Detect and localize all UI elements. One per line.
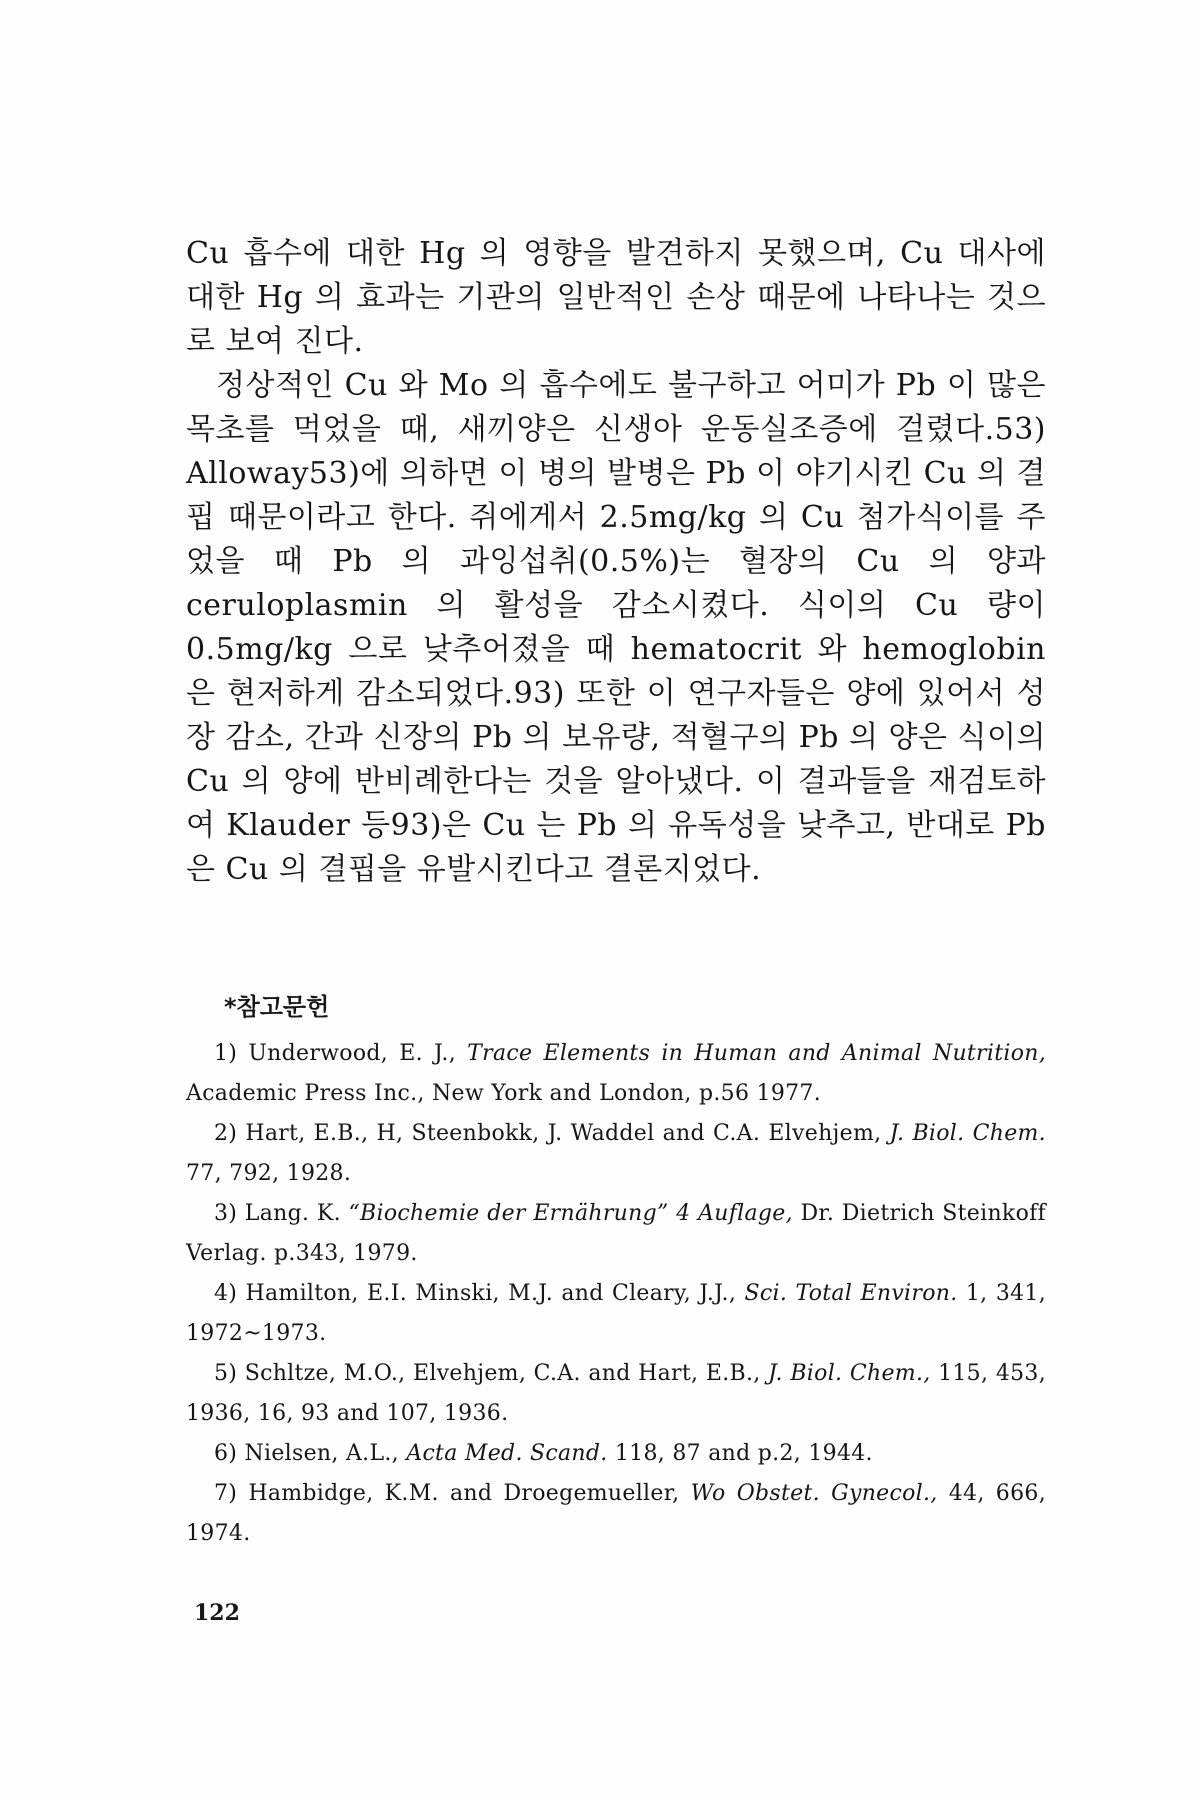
- page-number: 122: [194, 1600, 240, 1626]
- reference-title: Sci. Total Environ.: [744, 1281, 958, 1306]
- reference-authors: 5) Schltze, M.O., Elvehjem, C.A. and Hart, E.B.,: [214, 1361, 769, 1386]
- reference-item: [186, 1114, 1046, 1194]
- reference-authors: 1) Underwood, E. J.,: [214, 1041, 468, 1066]
- reference-authors: 4) Hamilton, E.I. Minski, M.J. and Cleary, J.J.,: [214, 1281, 745, 1306]
- reference-authors: 2) Hart, E.B., H, Steenbokk, J. Waddel and C.A. Elvehjem,: [214, 1121, 890, 1146]
- reference-title: J. Biol. Chem.: [889, 1121, 1046, 1146]
- references-heading: *참고문헌: [224, 993, 330, 1021]
- reference-details: 118, 87 and p.2, 1944.: [607, 1441, 873, 1466]
- references-section: [186, 990, 1046, 1554]
- reference-details: 44, 666, 1974.: [186, 1481, 1046, 1546]
- reference-item: [186, 1434, 1046, 1474]
- reference-item: [186, 1274, 1046, 1354]
- reference-details: 115, 453, 1936, 16, 93 and 107, 1936.: [186, 1361, 1047, 1426]
- reference-title: Acta Med. Scand.: [406, 1441, 608, 1466]
- reference-title: J. Biol. Chem.,: [768, 1361, 931, 1386]
- reference-item: [186, 1034, 1046, 1114]
- reference-title: Trace Elements in Human and Animal Nutrition,: [467, 1041, 1046, 1066]
- reference-item: [186, 1474, 1046, 1554]
- reference-item: [186, 1354, 1046, 1434]
- reference-title: “Biochemie der Ernährung” 4 Auflage,: [348, 1201, 793, 1226]
- body-text: [186, 232, 1046, 892]
- reference-details: 77, 792, 1928.: [186, 1161, 352, 1186]
- reference-authors: 7) Hambidge, K.M. and Droegemueller,: [214, 1481, 691, 1506]
- reference-details: Academic Press Inc., New York and London, p.56 1977.: [186, 1081, 822, 1106]
- reference-details: 1, 341, 1972~1973.: [186, 1281, 1046, 1346]
- reference-details: Dr. Dietrich Steinkoff Verlag. p.343, 1979.: [186, 1201, 1046, 1266]
- reference-authors: 6) Nielsen, A.L.,: [214, 1441, 407, 1466]
- paragraph: 정상적인 Cu 와 Mo 의 흡수에도 불구하고 어미가 Pb 이 많은 목초를 먹었을 때, 새끼양은 신생아 운동실조증에 걸렸다.53) Alloway53)에 의하면 이 병의 발병은 Pb 이 야기시킨 Cu 의 결핍 때문이라고 한다. 쥐에게서 2.5mg/kg 의 Cu 첨가식이를 주었을 때 Pb 의 과잉섭취(0.5%)는 혈장의 Cu 의 양과 ceruloplasmin 의 활성을 감소시켰다. 식이의 Cu 량이 0.5mg/kg 으로 낮추어졌을 때 hematocrit 와 hemoglobin 은 현저하게 감소되었다.93) 또한 이 연구자들은 양에 있어서 성장 감소, 간과 신장의 Pb 의 보유량, 적혈구의 Pb 의 양은 식이의 Cu 의 양에 반비례한다는 것을 알아냈다. 이 결과들을 재검토하여 Klauder 등93)은 Cu 는 Pb 의 유독성을 낮추고, 반대로 Pb 은 Cu 의 결핍을 유발시킨다고 결론지었다.: [186, 368, 1046, 887]
- reference-item: [186, 1194, 1046, 1274]
- paragraph: Cu 흡수에 대한 Hg 의 영향을 발견하지 못했으며, Cu 대사에 대한 Hg 의 효과는 기관의 일반적인 손상 때문에 나타나는 것으로 보여 진다.: [186, 236, 1046, 359]
- reference-title: Wo Obstet. Gynecol.,: [690, 1481, 938, 1506]
- reference-authors: 3) Lang. K.: [214, 1201, 349, 1226]
